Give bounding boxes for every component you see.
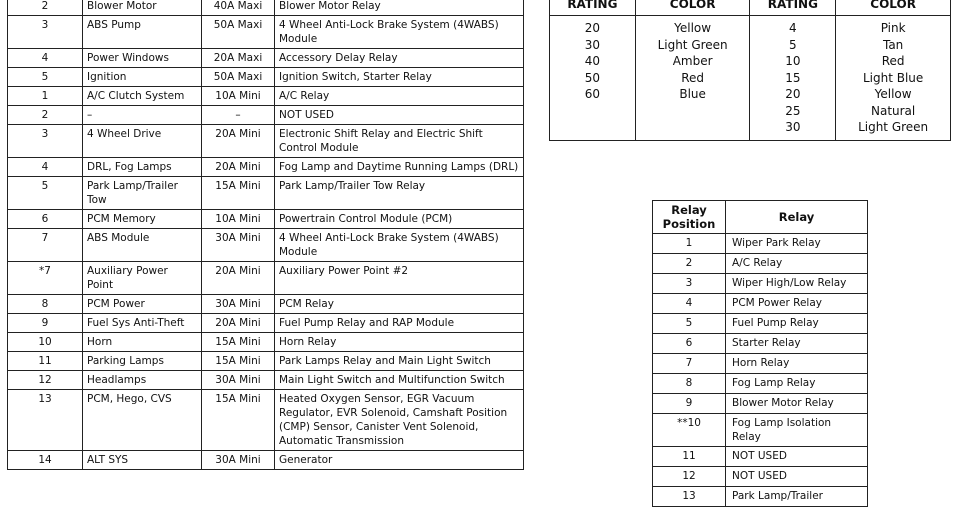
fuse-rating: 30A Mini xyxy=(202,451,275,470)
fuse-number: 5 xyxy=(8,68,83,87)
rating-table-entry: Red xyxy=(681,70,705,85)
fuse-rating: 10A Mini xyxy=(202,87,275,106)
relay-row xyxy=(653,374,868,394)
fuse-table xyxy=(7,0,524,470)
fuse-number: 11 xyxy=(8,352,83,371)
fuse-protected-component: Ignition Switch, Starter Relay xyxy=(275,68,524,87)
fuse-rating: 50A Maxi xyxy=(202,16,275,49)
fuse-rating: 30A Mini xyxy=(202,229,275,262)
fuse-circuit: PCM, Hego, CVS xyxy=(83,390,202,451)
relay-position: 6 xyxy=(653,334,726,354)
fuse-rating: 20A Mini xyxy=(202,158,275,177)
rating-table-entry: 10 xyxy=(785,54,801,68)
fuse-circuit: Ignition xyxy=(83,68,202,87)
rating-table-entry: Natural xyxy=(870,103,916,118)
rating-table-entry: 50 xyxy=(584,70,601,85)
rating-table-entry: Light Green xyxy=(657,37,728,52)
fuse-rating: 20A Mini xyxy=(202,314,275,333)
fuse-number: 2 xyxy=(8,106,83,125)
relay-name: NOT USED xyxy=(726,447,868,467)
relay-position: 12 xyxy=(653,467,726,487)
fuse-row xyxy=(8,262,524,295)
fuse-circuit: Horn xyxy=(83,333,202,352)
fuse-row xyxy=(8,352,524,371)
fuse-row xyxy=(8,371,524,390)
mini-rating-header: RATING xyxy=(750,0,836,16)
relay-name: PCM Power Relay xyxy=(726,294,868,314)
fuse-number: 3 xyxy=(8,125,83,158)
fuse-number: 14 xyxy=(8,451,83,470)
rating-table-entry: 4 xyxy=(789,21,797,35)
relay-name: Blower Motor Relay xyxy=(726,394,868,414)
relay-position: 9 xyxy=(653,394,726,414)
fuse-circuit: 4 Wheel Drive xyxy=(83,125,202,158)
maxi-rating-list xyxy=(550,16,636,141)
fuse-row xyxy=(8,295,524,314)
fuse-circuit: PCM Memory xyxy=(83,210,202,229)
fuse-number: 13 xyxy=(8,390,83,451)
fuse-row xyxy=(8,49,524,68)
fuse-protected-component: Horn Relay xyxy=(275,333,524,352)
fuse-circuit: Power Windows xyxy=(83,49,202,68)
relay-name: NOT USED xyxy=(726,467,868,487)
fuse-protected-component: Park Lamps Relay and Main Light Switch xyxy=(275,352,524,371)
fuse-row xyxy=(8,87,524,106)
relay-row xyxy=(653,294,868,314)
rating-table-entry: Amber xyxy=(672,54,713,68)
relay-row xyxy=(653,394,868,414)
relay-name: Wiper High/Low Relay xyxy=(726,274,868,294)
rating-table-entry: 30 xyxy=(584,37,601,52)
rating-table-entry: 60 xyxy=(584,87,601,101)
fuse-protected-component: Main Light Switch and Multifunction Switch xyxy=(275,371,524,390)
fuse-circuit: A/C Clutch System xyxy=(83,87,202,106)
relay-table xyxy=(652,200,868,507)
mini-rating-list xyxy=(750,16,836,141)
rating-table-entry: Blue xyxy=(679,87,706,101)
fuse-number: 5 xyxy=(8,177,83,210)
relay-row xyxy=(653,334,868,354)
rating-table-entry: Light Green xyxy=(858,120,929,134)
fuse-rating: – xyxy=(202,106,275,125)
fuse-row xyxy=(8,158,524,177)
fuse-circuit: Fuel Sys Anti-Theft xyxy=(83,314,202,333)
relay-position: 2 xyxy=(653,254,726,274)
fuse-row xyxy=(8,16,524,49)
fuse-circuit: Park Lamp/Trailer Tow xyxy=(83,177,202,210)
fuse-rating: 15A Mini xyxy=(202,333,275,352)
fuse-rating: 15A Mini xyxy=(202,390,275,451)
fuse-rating: 40A Maxi xyxy=(202,0,275,16)
fuse-row xyxy=(8,451,524,470)
relay-position: 11 xyxy=(653,447,726,467)
maxi-rating-header: RATING xyxy=(550,0,636,16)
rating-table-entry: Pink xyxy=(880,21,906,35)
relay-position: 8 xyxy=(653,374,726,394)
fuse-protected-component: Blower Motor Relay xyxy=(275,0,524,16)
fuse-number: 7 xyxy=(8,229,83,262)
relay-row xyxy=(653,314,868,334)
fuse-protected-component: NOT USED xyxy=(275,106,524,125)
fuse-circuit: – xyxy=(83,106,202,125)
relay-row xyxy=(653,254,868,274)
fuse-protected-component: A/C Relay xyxy=(275,87,524,106)
relay-name: Wiper Park Relay xyxy=(726,234,868,254)
relay-name: A/C Relay xyxy=(726,254,868,274)
relay-row xyxy=(653,447,868,467)
fuse-number: 9 xyxy=(8,314,83,333)
fuse-circuit: DRL, Fog Lamps xyxy=(83,158,202,177)
mini-color-header: COLOR xyxy=(836,0,951,16)
relay-row xyxy=(653,414,868,447)
relay-row xyxy=(653,467,868,487)
fuse-protected-component: Heated Oxygen Sensor, EGR Vacuum Regulator, EVR Solenoid, Camshaft Position (CMP) Sensor, Canister Vent Solenoid, Automatic Transmission xyxy=(275,390,524,451)
fuse-rating: 30A Mini xyxy=(202,295,275,314)
fuse-circuit: ALT SYS xyxy=(83,451,202,470)
rating-table-entry: 15 xyxy=(785,70,801,85)
relay-name-header: Relay xyxy=(726,201,868,234)
fuse-circuit: Headlamps xyxy=(83,371,202,390)
fuse-rating: 15A Mini xyxy=(202,352,275,371)
fuse-row xyxy=(8,106,524,125)
relay-row xyxy=(653,274,868,294)
rating-table-entry: 20 xyxy=(584,21,601,35)
fuse-number: *7 xyxy=(8,262,83,295)
rating-table-entry: 5 xyxy=(789,37,797,52)
fuse-row xyxy=(8,210,524,229)
fuse-rating: 50A Maxi xyxy=(202,68,275,87)
fuse-number: 2 xyxy=(8,0,83,16)
relay-name: Fuel Pump Relay xyxy=(726,314,868,334)
relay-row xyxy=(653,234,868,254)
fuse-protected-component: 4 Wheel Anti-Lock Brake System (4WABS) Module xyxy=(275,16,524,49)
fuse-circuit: Parking Lamps xyxy=(83,352,202,371)
fuse-protected-component: Auxiliary Power Point #2 xyxy=(275,262,524,295)
fuse-row xyxy=(8,390,524,451)
fuse-rating: 20A Mini xyxy=(202,262,275,295)
relay-row xyxy=(653,354,868,374)
fuse-protected-component: Fuel Pump Relay and RAP Module xyxy=(275,314,524,333)
fuse-row xyxy=(8,314,524,333)
rating-table-entry: 25 xyxy=(785,103,801,118)
fuse-number: 12 xyxy=(8,371,83,390)
fuse-rating: 20A Mini xyxy=(202,125,275,158)
rating-table-entry: 40 xyxy=(584,54,601,68)
fuse-number: 4 xyxy=(8,49,83,68)
relay-position: 3 xyxy=(653,274,726,294)
fuse-protected-component: 4 Wheel Anti-Lock Brake System (4WABS) Module xyxy=(275,229,524,262)
relay-name: Fog Lamp Isolation Relay xyxy=(726,414,868,447)
relay-position: **10 xyxy=(653,414,726,447)
fuse-protected-component: PCM Relay xyxy=(275,295,524,314)
relay-position: 4 xyxy=(653,294,726,314)
relay-position: 5 xyxy=(653,314,726,334)
fuse-rating: 15A Mini xyxy=(202,177,275,210)
fuse-protected-component: Fog Lamp and Daytime Running Lamps (DRL) xyxy=(275,158,524,177)
fuse-rating: 20A Maxi xyxy=(202,49,275,68)
relay-position: 7 xyxy=(653,354,726,374)
fuse-row xyxy=(8,177,524,210)
rating-table-entry: Light Blue xyxy=(862,70,924,85)
relay-name: Horn Relay xyxy=(726,354,868,374)
fuse-row xyxy=(8,229,524,262)
fuse-row xyxy=(8,68,524,87)
fuse-number: 8 xyxy=(8,295,83,314)
fuse-circuit: ABS Pump xyxy=(83,16,202,49)
fuse-row xyxy=(8,0,524,16)
maxi-color-header: COLOR xyxy=(635,0,750,16)
relay-name: Fog Lamp Relay xyxy=(726,374,868,394)
relay-name: Park Lamp/Trailer xyxy=(726,487,868,507)
fuse-circuit: PCM Power xyxy=(83,295,202,314)
fuse-row xyxy=(8,125,524,158)
relay-position: 13 xyxy=(653,487,726,507)
fuse-protected-component: Accessory Delay Relay xyxy=(275,49,524,68)
fuse-circuit: Auxiliary Power Point xyxy=(83,262,202,295)
fuse-rating: 10A Mini xyxy=(202,210,275,229)
fuse-row xyxy=(8,333,524,352)
rating-table-entry: Yellow xyxy=(874,87,912,101)
fuse-number: 4 xyxy=(8,158,83,177)
fuse-protected-component: Powertrain Control Module (PCM) xyxy=(275,210,524,229)
relay-name: Starter Relay xyxy=(726,334,868,354)
rating-table-entry: 20 xyxy=(785,87,801,101)
fuse-circuit: Blower Motor xyxy=(83,0,202,16)
fuse-protected-component: Electronic Shift Relay and Electric Shift Control Module xyxy=(275,125,524,158)
maxi-color-list xyxy=(635,16,750,141)
fuse-number: 1 xyxy=(8,87,83,106)
rating-table-entry: Tan xyxy=(882,37,904,52)
fuse-number: 10 xyxy=(8,333,83,352)
fuse-protected-component: Park Lamp/Trailer Tow Relay xyxy=(275,177,524,210)
fuse-circuit: ABS Module xyxy=(83,229,202,262)
relay-position: 1 xyxy=(653,234,726,254)
fuse-number: 3 xyxy=(8,16,83,49)
fuse-rating-color-table xyxy=(549,0,951,141)
rating-table-entry: 30 xyxy=(785,120,801,134)
rating-table-entry: Red xyxy=(881,54,905,68)
fuse-number: 6 xyxy=(8,210,83,229)
relay-position-header: Relay Position xyxy=(653,201,726,234)
fuse-rating: 30A Mini xyxy=(202,371,275,390)
rating-table-entry: Yellow xyxy=(674,21,712,35)
mini-color-list xyxy=(836,16,951,141)
fuse-protected-component: Generator xyxy=(275,451,524,470)
